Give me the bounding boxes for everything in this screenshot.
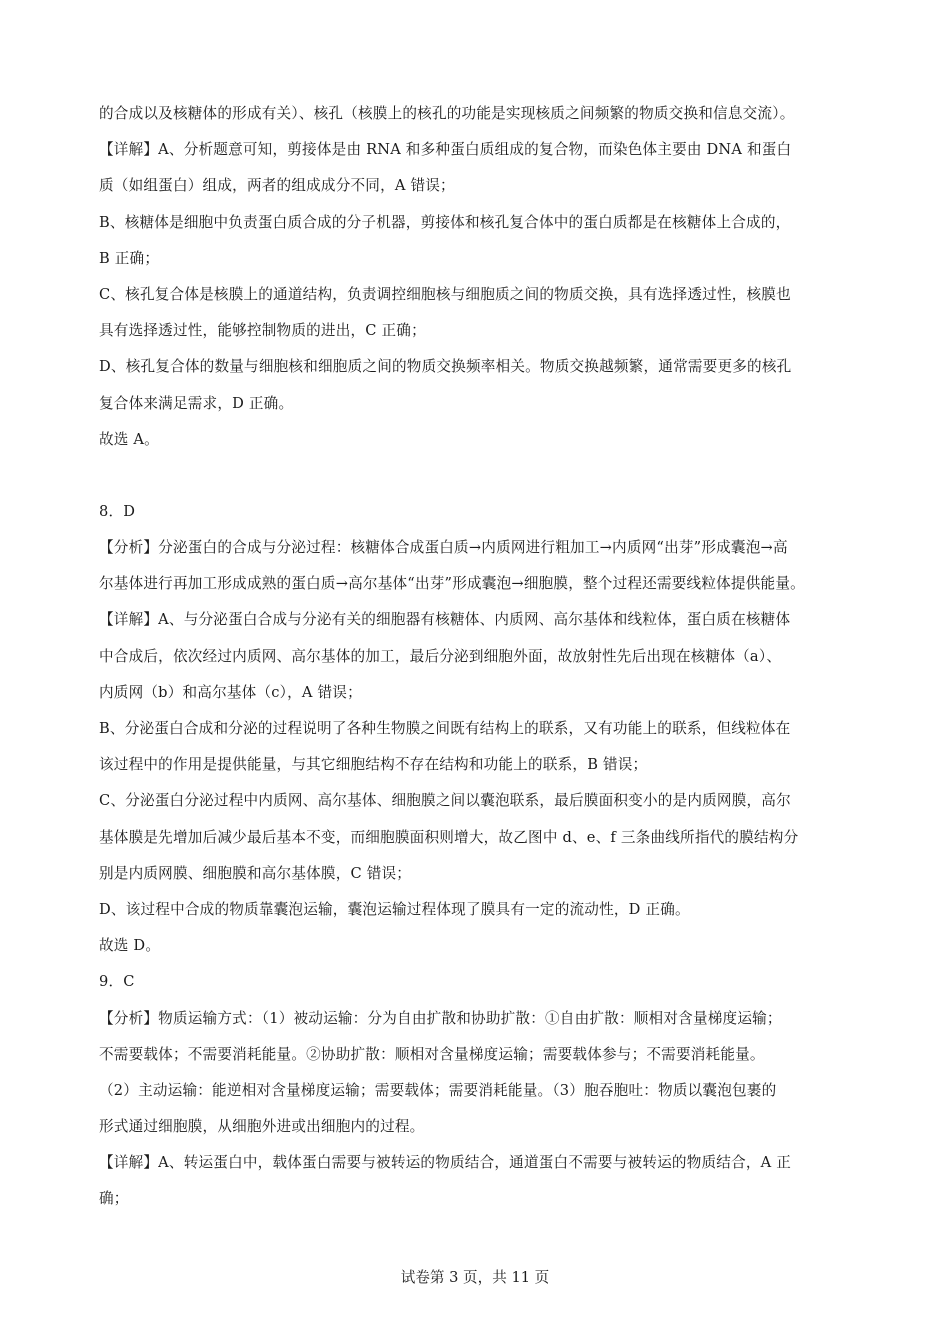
text-line: B、分泌蛋白合成和分泌的过程说明了各种生物膜之间既有结构上的联系，又有功能上的联系，但线粒体在: [99, 720, 791, 737]
text-line: D、该过程中合成的物质靠囊泡运输，囊泡运输过程体现了膜具有一定的流动性，D 正确。: [99, 900, 690, 918]
text-line: B 正确；: [99, 249, 160, 267]
text-line: C、分泌蛋白分泌过程中内质网、高尔基体、细胞膜之间以囊泡联系，最后膜面积变小的是内质网膜，高尔: [99, 792, 791, 810]
text-line: 【详解】A、分析题意可知，剪接体是由 RNA 和多种蛋白质组成的复合物，而染色体主要由 DNA 和蛋白: [99, 141, 792, 159]
q7-explanation: [99, 96, 859, 458]
text-line: 形式通过细胞膜，从细胞外进或出细胞内的过程。: [99, 1118, 425, 1136]
text-line: 故选 A。: [99, 430, 159, 448]
text-line: 基体膜是先增加后减少最后基本不变，而细胞膜面积则增大，故乙图中 d、e、f 三条曲线所指代的膜结构分: [99, 828, 799, 846]
text-line: 中合成后，依次经过内质网、高尔基体的加工，最后分泌到细胞外面，故放射性先后出现在核糖体（a）、: [99, 647, 782, 665]
text-line: 故选 D。: [99, 937, 161, 955]
text-line: 不需要载体；不需要消耗能量。②协助扩散：顺相对含量梯度运输；需要载体参与；不需要消耗能量。: [99, 1045, 765, 1063]
answer-page: [99, 96, 859, 1218]
text-line: 【分析】物质运输方式：（1）被动运输：分为自由扩散和协助扩散：①自由扩散：顺相对含量梯度运输；: [99, 1009, 782, 1027]
text-line: C、核孔复合体是核膜上的通道结构，负责调控细胞核与细胞质之间的物质交换，具有选择透过性，核膜也: [99, 285, 791, 303]
q8-explanation: [99, 494, 859, 964]
text-line: 的合成以及核糖体的形成有关）、核孔（核膜上的核孔的功能是实现核质之间频繁的物质交换和信息交流）。: [99, 105, 795, 122]
text-line: 【详解】A、与分泌蛋白合成与分泌有关的细胞器有核糖体、内质网、高尔基体和线粒体，蛋白质在核糖体: [99, 611, 791, 629]
text-line: 尔基体进行再加工形成成熟的蛋白质→高尔基体“出芽”形成囊泡→细胞膜，整个过程还需要线粒体提供能量。: [99, 575, 805, 593]
text-line: （2）主动运输：能逆相对含量梯度运输；需要载体；需要消耗能量。（3）胞吞胞吐：物质以囊泡包裹的: [99, 1081, 777, 1099]
text-line: B、核糖体是细胞中负责蛋白质合成的分子机器，剪接体和核孔复合体中的蛋白质都是在核糖体上合成的，: [99, 213, 791, 231]
text-line: D、核孔复合体的数量与细胞核和细胞质之间的物质交换频率相关。物质交换越频繁，通常需要更多的核孔: [99, 358, 792, 376]
page-footer: 试卷第 3 页，共 11 页: [400, 1269, 550, 1286]
text-line: 【分析】分泌蛋白的合成与分泌过程：核糖体合成蛋白质→内质网进行粗加工→内质网“出芽”形成囊泡→高: [99, 539, 788, 557]
text-line: 别是内质网膜、细胞膜和高尔基体膜，C 错误；: [99, 864, 412, 882]
text-line: 具有选择透过性，能够控制物质的进出，C 正确；: [99, 322, 426, 340]
text-line: 复合体来满足需求，D 正确。: [99, 394, 294, 412]
text-line: 质（如组蛋白）组成，两者的组成成分不同，A 错误；: [99, 177, 455, 195]
text-line: 该过程中的作用是提供能量，与其它细胞结构不存在结构和功能上的联系，B 错误；: [99, 756, 648, 774]
q9-explanation: [99, 964, 859, 1217]
text-line: 内质网（b）和高尔基体（c），A 错误；: [99, 683, 362, 701]
text-line: 确；: [99, 1190, 129, 1208]
text-line: 【详解】A、转运蛋白中，载体蛋白需要与被转运的物质结合，通道蛋白不需要与被转运的物质结合，A 正: [99, 1154, 792, 1172]
question-number: 8．D: [99, 502, 136, 520]
section-gap: [99, 458, 859, 494]
question-number: 9．C: [99, 973, 135, 991]
